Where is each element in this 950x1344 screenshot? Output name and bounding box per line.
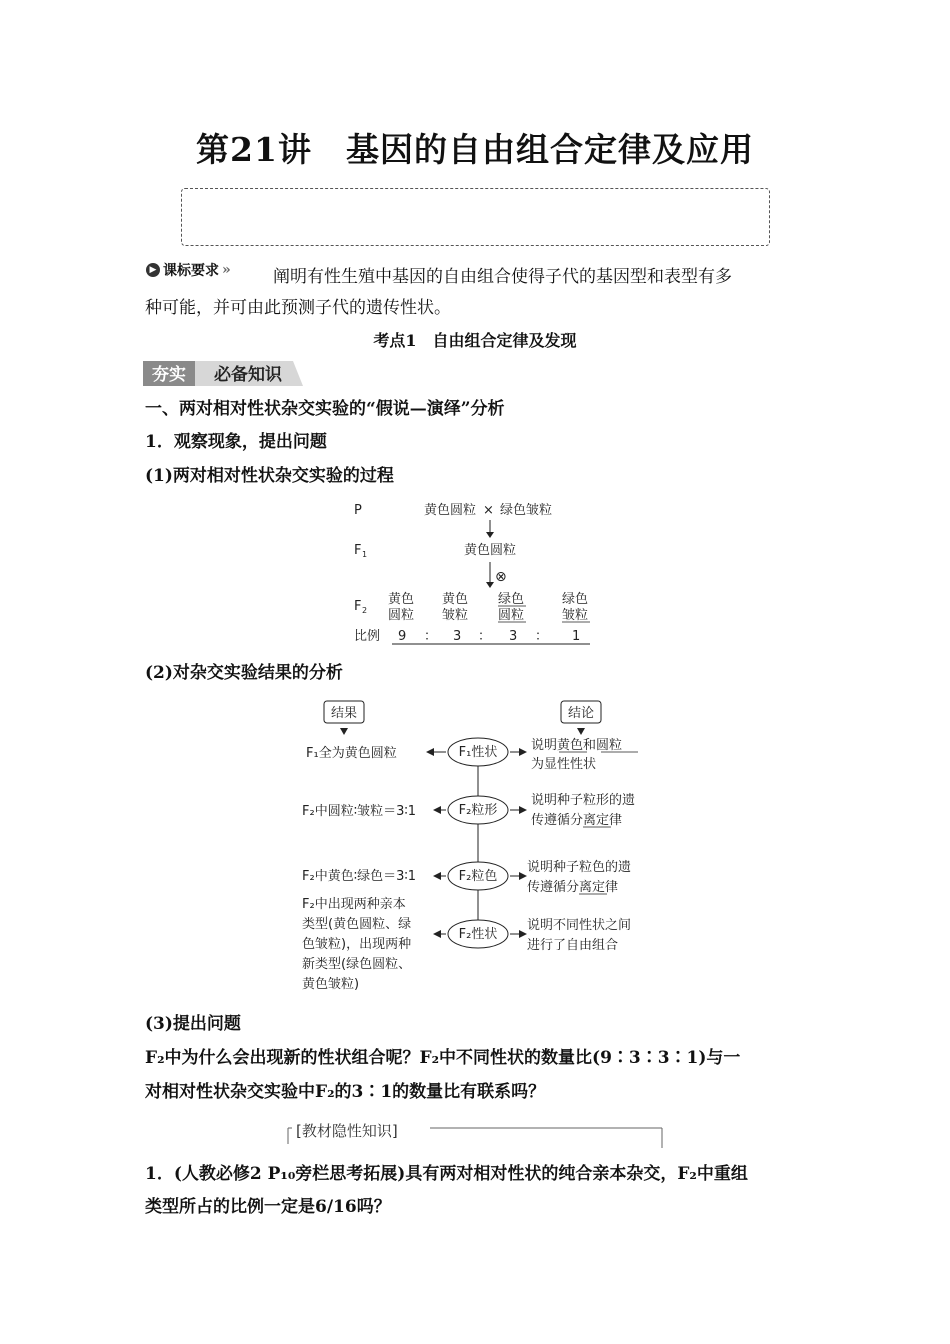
knowledge-box <box>286 1120 664 1148</box>
result-4-l2: 类型(黄色圆粒、绿 <box>302 917 412 932</box>
p-label: P <box>354 503 362 518</box>
ratio-value-3: 3 <box>509 629 518 644</box>
arrow-left-icon <box>426 748 434 756</box>
arrow-down-icon <box>486 582 494 588</box>
ratio-value-4: 1 <box>572 629 581 644</box>
analysis-diagram <box>298 698 658 998</box>
arrow-circle-icon: ▶ <box>146 263 160 277</box>
result-2: F₂中圆粒∶皱粒＝3∶1 <box>302 804 416 819</box>
section-banner <box>143 361 303 386</box>
f2-pheno-1-l2: 圆粒 <box>388 608 415 623</box>
knowledge-box-label: [教材隐性知识] <box>296 1122 398 1140</box>
arrow-right-icon <box>519 806 527 814</box>
heading-2: 1．观察现象，提出问题 <box>145 432 327 452</box>
kaodian-heading: 考点1 自由组合定律及发现 <box>373 331 577 350</box>
dashed-blank-box <box>181 188 770 246</box>
sub-heading-3: (3)提出问题 <box>145 1014 241 1034</box>
arrow-down-icon <box>486 532 494 538</box>
self-cross-icon: ⊗ <box>495 569 507 585</box>
page-title: 第21讲 基因的自由组合定律及应用 <box>196 130 754 169</box>
f1-sub: 1 <box>362 550 368 559</box>
arrow-right-icon <box>519 930 527 938</box>
banner-left-text: 夯实 <box>152 365 186 385</box>
sub-heading-1: (1)两对相对性状杂交实验的过程 <box>145 466 394 486</box>
result-4-l5: 黄色皱粒) <box>302 977 360 992</box>
q1-line1: 1．(人教必修2 P₁₀旁栏思考拓展)具有两对相对性状的纯合亲本杂交，F₂中重组 <box>145 1164 748 1184</box>
result-3: F₂中黄色∶绿色＝3∶1 <box>302 869 416 884</box>
kebiao-badge <box>146 260 231 280</box>
conclusion-3-l2: 传遵循分离定律 <box>527 880 619 895</box>
conclusion-3-l1: 说明种子粒色的遗 <box>527 860 632 875</box>
banner-right-text: 必备知识 <box>214 365 282 385</box>
question-line1: F₂中为什么会出现新的性状组合呢？F₂中不同性状的数量比(9∶3∶3∶1)与一 <box>145 1048 741 1068</box>
cross-diagram <box>340 496 610 648</box>
arrow-right-icon <box>519 872 527 880</box>
f1-label: F <box>354 543 362 558</box>
kebiao-text-line1: 阐明有性生殖中基因的自由组合使得子代的基因型和表型有多 <box>273 267 732 287</box>
kebiao-badge-label: 课标要求 <box>163 263 219 279</box>
conclusion-2-l2: 传遵循分离定律 <box>531 813 623 828</box>
f2-pheno-4-l1: 绿色 <box>562 592 589 607</box>
sub-heading-2: (2)对杂交实验结果的分析 <box>145 663 343 683</box>
conclusion-1-l1: 说明黄色和圆粒 <box>531 738 623 753</box>
result-4-l4: 新类型(绿色圆粒、 <box>302 957 412 972</box>
f2-pheno-1-l1: 黄色 <box>388 592 415 607</box>
p-parent1: 黄色圆粒 <box>424 503 477 518</box>
conclusion-1-l2: 为显性性状 <box>531 757 597 772</box>
f1-pheno: 黄色圆粒 <box>464 543 517 558</box>
conclusion-header: 结论 <box>567 706 595 721</box>
node-f2-trait: F₂性状 <box>458 927 498 942</box>
node-f1-trait: F₁性状 <box>458 745 498 760</box>
q1-line2: 类型所占的比例一定是6/16吗？ <box>145 1197 391 1217</box>
f2-pheno-2-l2: 皱粒 <box>442 608 469 623</box>
heading-1: 一、两对相对性状杂交实验的“假说—演绎”分析 <box>145 399 505 419</box>
arrow-down-icon <box>577 728 585 735</box>
result-1: F₁全为黄色圆粒 <box>306 746 397 761</box>
f2-pheno-3-l2: 圆粒 <box>498 608 525 623</box>
result-4-l3: 色皱粒)，出现两种 <box>302 937 412 952</box>
f2-label: F <box>354 599 362 614</box>
arrow-left-icon <box>433 806 441 814</box>
double-chevron-icon: » <box>222 262 231 278</box>
kebiao-text-line2: 种可能，并可由此预测子代的遗传性状。 <box>145 298 451 318</box>
f2-pheno-3-l1: 绿色 <box>498 592 525 607</box>
conclusion-2-l1: 说明种子粒形的遗 <box>531 793 636 808</box>
cross-sign: × <box>483 503 494 518</box>
arrow-left-icon <box>433 872 441 880</box>
ratio-value-1: 9 <box>398 629 407 644</box>
arrow-left-icon <box>433 930 441 938</box>
ratio-sep-1: ： <box>424 629 438 644</box>
node-f2-shape: F₂粒形 <box>458 803 498 818</box>
arrow-right-icon <box>519 748 527 756</box>
p-parent2: 绿色皱粒 <box>500 503 553 518</box>
ratio-label: 比例 <box>354 629 381 644</box>
question-line2: 对相对性状杂交实验中F₂的3∶1的数量比有联系吗？ <box>145 1082 546 1102</box>
f2-sub: 2 <box>362 606 368 615</box>
arrow-down-icon <box>340 728 348 735</box>
conclusion-4-l1: 说明不同性状之间 <box>527 918 632 933</box>
result-4-l1: F₂中出现两种亲本 <box>302 897 406 912</box>
f2-pheno-4-l2: 皱粒 <box>562 608 589 623</box>
node-f2-color: F₂粒色 <box>458 869 498 884</box>
ratio-sep-2: ： <box>478 629 492 644</box>
conclusion-4-l2: 进行了自由组合 <box>527 938 619 953</box>
f2-pheno-2-l1: 黄色 <box>442 592 469 607</box>
ratio-value-2: 3 <box>453 629 462 644</box>
result-header: 结果 <box>330 706 358 721</box>
ratio-sep-3: ： <box>535 629 549 644</box>
